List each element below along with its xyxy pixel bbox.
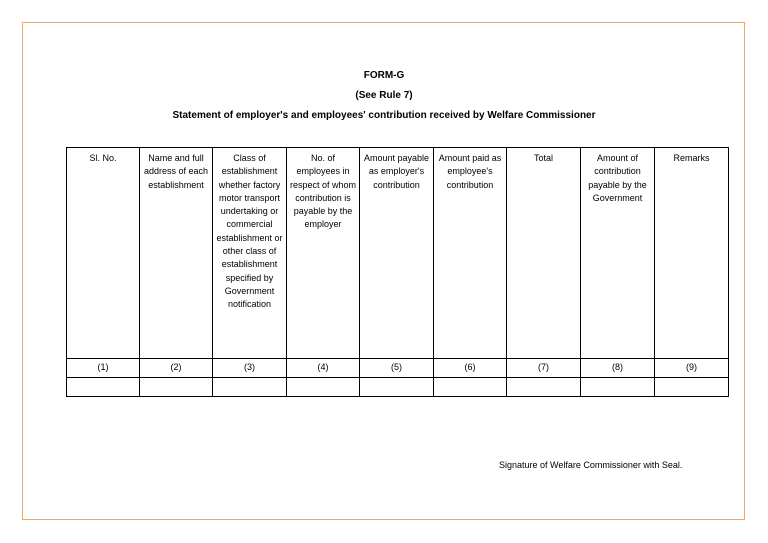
column-number-row bbox=[67, 359, 729, 378]
table-cell bbox=[67, 378, 140, 397]
column-header: No. of employees in respect of whom contribution is payable by the employer bbox=[287, 148, 360, 359]
table-cell bbox=[581, 378, 655, 397]
column-header: Name and full address of each establishment bbox=[140, 148, 213, 359]
table-cell bbox=[360, 378, 434, 397]
table-header-row bbox=[67, 148, 729, 359]
column-header: Class of establishment whether factory motor transport undertaking or commercial establishment or other class of establishment specified by Government notification bbox=[213, 148, 287, 359]
column-header: Amount paid as employee's contribution bbox=[434, 148, 507, 359]
table-cell bbox=[287, 378, 360, 397]
table-cell bbox=[434, 378, 507, 397]
column-header: Total bbox=[507, 148, 581, 359]
column-header: Amount of contribution payable by the Government bbox=[581, 148, 655, 359]
column-number: (7) bbox=[507, 359, 581, 378]
column-number: (8) bbox=[581, 359, 655, 378]
column-header: Amount payable as employer's contribution bbox=[360, 148, 434, 359]
column-header: Remarks bbox=[655, 148, 729, 359]
column-number: (9) bbox=[655, 359, 729, 378]
table-cell bbox=[140, 378, 213, 397]
column-number: (2) bbox=[140, 359, 213, 378]
table-cell bbox=[507, 378, 581, 397]
column-number: (3) bbox=[213, 359, 287, 378]
table-cell bbox=[655, 378, 729, 397]
table-cell bbox=[213, 378, 287, 397]
column-number: (1) bbox=[67, 359, 140, 378]
column-number: (4) bbox=[287, 359, 360, 378]
form-subtitle: Statement of employer's and employees' contribution received by Welfare Commissioner bbox=[172, 110, 596, 121]
column-number: (5) bbox=[360, 359, 434, 378]
rule-reference: (See Rule 7) bbox=[355, 90, 413, 101]
contribution-table bbox=[66, 147, 729, 397]
column-number: (6) bbox=[434, 359, 507, 378]
table-row bbox=[67, 378, 729, 397]
signature-line: Signature of Welfare Commissioner with Seal. bbox=[499, 460, 683, 470]
form-title: FORM-G bbox=[363, 70, 405, 81]
column-header: Sl. No. bbox=[67, 148, 140, 359]
